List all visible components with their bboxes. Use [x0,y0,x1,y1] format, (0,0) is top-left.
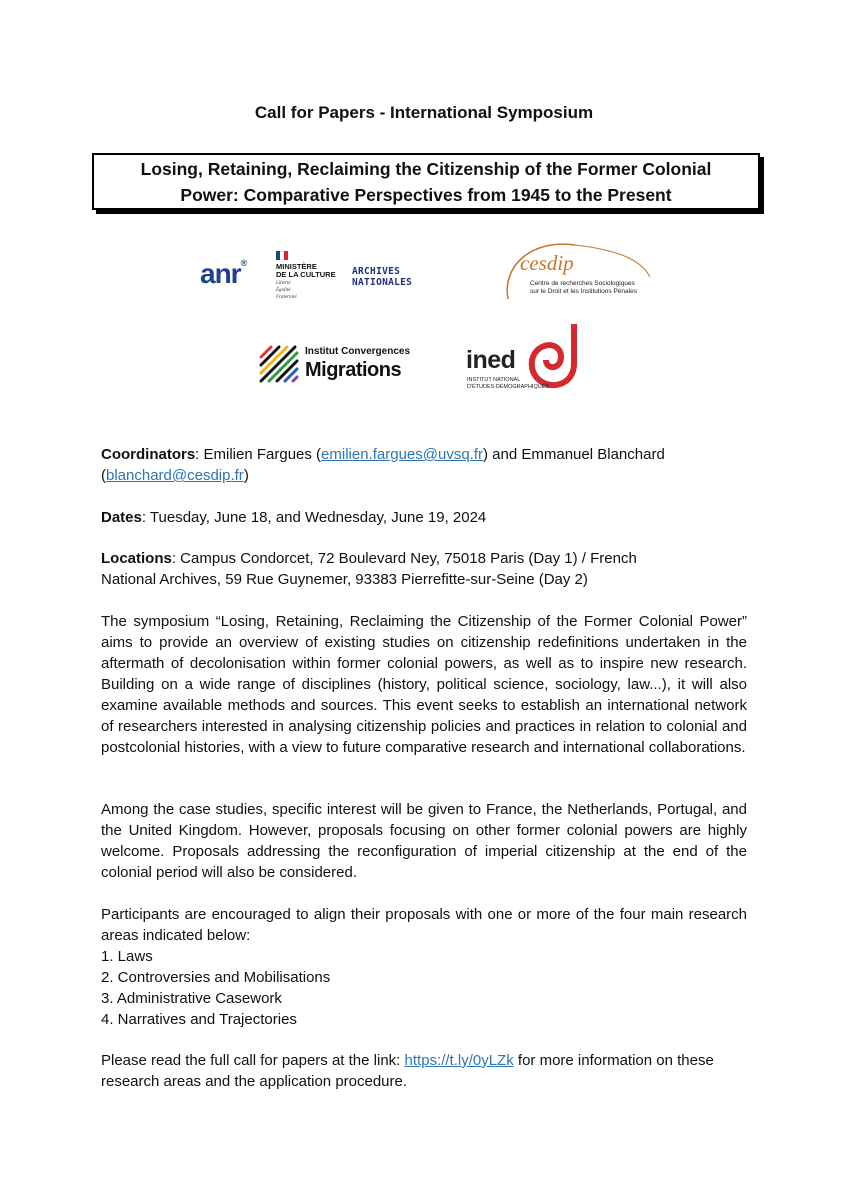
icm-line-1: Institut Convergences [305,346,411,357]
coordinators-label: Coordinators [101,446,196,463]
ined-logo [466,320,586,395]
ministere-motto-3: Fraternité [276,295,297,300]
case-studies-paragraph: Among the case studies, specific interest will be given to France, the Netherlands, Portugal, and the United Kingdom. However, proposals focusing on other former colonial powers are highly welcome. Proposals addressing the reconfiguration of imperial citizenship at the end of the colonial period will also be considered. [101,801,747,881]
email-link-blanchard[interactable]: blanchard@cesdip.fr [106,467,244,484]
dates-paragraph [101,507,747,528]
dates-value: : Tuesday, June 18, and Wednesday, June 19, 2024 [141,509,487,526]
research-areas-intro: Participants are encouraged to align their proposals with one or more of the four main research areas indicated below: [101,906,747,944]
ined-subtitle-line-2: D'ÉTUDES DÉMOGRAPHIQUES [467,384,550,390]
anr-logo [200,258,246,290]
ined-logo-text: ined [466,346,516,374]
coordinators-text-3: ( [101,467,106,484]
research-areas-list [101,946,747,1030]
ministere-line-1: MINISTÈRE [276,262,317,271]
ined-subtitle-line-1: INSTITUT NATIONAL [467,377,521,383]
dates-label: Dates [101,509,142,526]
coordinators-text-1: : Emilien Fargues ( [195,446,322,463]
anr-logo-text: anr [200,258,241,289]
list-item: 3. Administrative Casework [101,990,282,1007]
symposium-title-line-1: Losing, Retaining, Reclaiming the Citizenship of the Former Colonial [140,158,712,179]
migrations-stripes-icon [257,343,301,385]
cesdip-logo-text: cesdip [520,251,574,275]
archives-nationales-logo [352,266,412,288]
cesdip-subtitle-line-2: sur le Droit et les Institutions Pénales [530,288,637,295]
email-link-fargues[interactable]: emilien.fargues@uvsq.fr [321,446,484,463]
registered-mark-icon: ® [240,258,247,268]
cesdip-logo [500,237,660,307]
symposium-title-box [92,153,760,210]
ministere-line-2: DE LA CULTURE [276,270,336,279]
locations-line-2: National Archives, 59 Rue Guynemer, 93383 Pierrefitte-sur-Seine (Day 2) [101,571,588,588]
archives-line-1: ARCHIVES [352,266,401,277]
symposium-title-line-2: Power: Comparative Perspectives from 1945 to the Present [180,184,672,205]
coordinators-text-4: ) [243,467,249,484]
list-item: 2. Controversies and Mobilisations [101,969,331,986]
ined-subtitle [467,377,557,391]
cesdip-subtitle-line-1: Centre de recherches Sociologiques [530,280,635,287]
ministere-motto-2: Égalité [276,288,291,293]
call-for-papers-link[interactable]: https://t.ly/0yLZk [404,1052,514,1069]
page-title: Call for Papers - International Symposium [254,103,594,122]
icm-line-2: Migrations [305,359,402,381]
coordinators-text-2: ) and Emmanuel Blanchard [483,446,665,463]
locations-line-1: : Campus Condorcet, 72 Boulevard Ney, 75018 Paris (Day 1) / French [171,550,637,567]
ministere-culture-logo [276,251,346,300]
locations-paragraph [101,548,747,590]
locations-label: Locations [101,550,172,567]
ministere-motto-1: Liberté [276,281,291,286]
closing-text-1: Please read the full call for papers at the link: [101,1052,405,1069]
coordinators-paragraph [101,444,747,486]
closing-paragraph [101,1050,747,1092]
archives-line-2: NATIONALES [352,277,413,288]
list-item: 4. Narratives and Trajectories [101,1011,297,1028]
closing-text-2: for more information on these research areas and the application procedure. [101,1052,714,1090]
symposium-description: The symposium “Losing, Retaining, Reclaiming the Citizenship of the Former Colonial Power” aims to provide an overview of existing studies on citizenship redefinitions undertaken in the aftermath of decolonisation within former colonial powers, as well as to inspire new research. Building on a wide range of disciplines (history, political science, sociology, law...), it will also examine available methods and sources. This event seeks to establish an international network of researchers interested in analysing citizenship policies and practices in relation to colonial and postcolonial histories, with a view to future comparative research and international collaborations. [101,613,747,756]
french-flag-icon [276,251,288,260]
list-item: 1. Laws [101,948,153,965]
cesdip-subtitle [530,280,637,296]
